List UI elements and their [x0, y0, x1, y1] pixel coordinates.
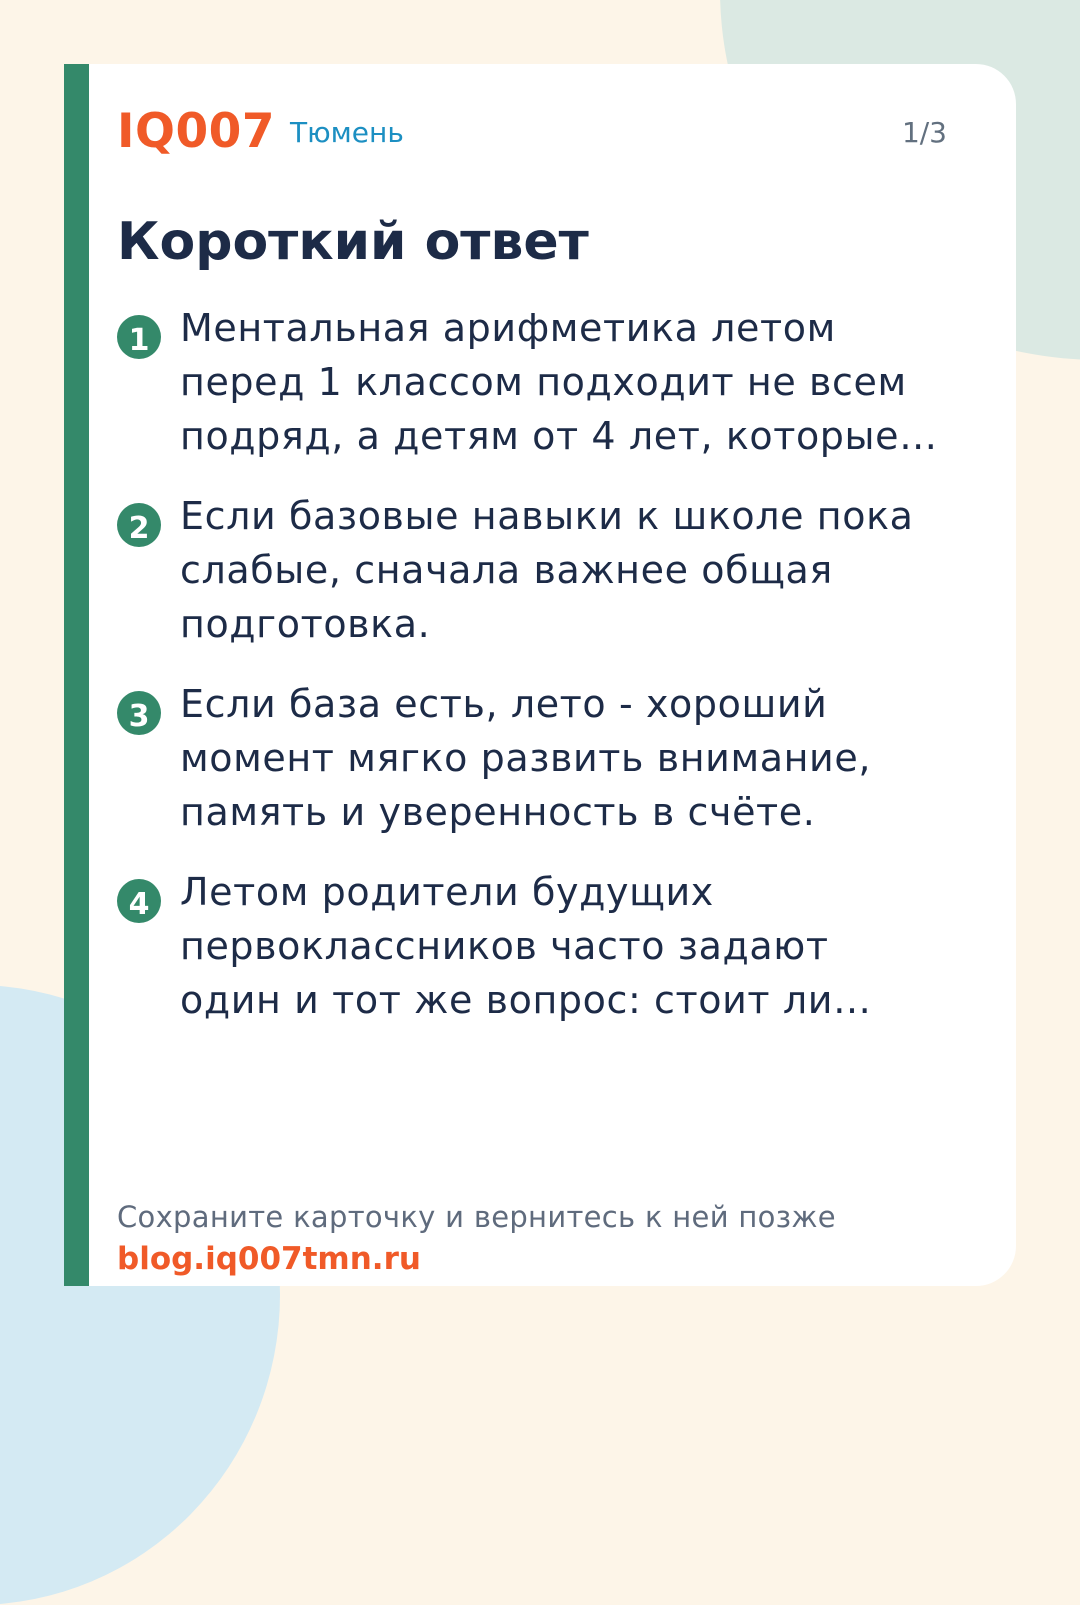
item-text: Летом родители будущих первоклассников часто задают один и тот же вопрос: стоит ли…: [180, 870, 872, 1022]
item-text: Если база есть, лето - хороший момент мягко развить внимание, память и уверенность в счёте.: [180, 682, 871, 834]
brand-logo: IQ007: [117, 104, 276, 159]
list-item: [117, 677, 997, 865]
answer-list: [117, 301, 997, 1053]
list-item: [117, 865, 997, 1053]
card-accent-bar: [64, 64, 89, 1286]
item-text: Если базовые навыки к школе пока слабые, сначала важнее общая подготовка.: [180, 494, 914, 646]
item-number-badge: 2: [117, 503, 161, 547]
item-number-badge: 3: [117, 691, 161, 735]
item-number-badge: 1: [117, 315, 161, 359]
answer-card: [64, 64, 1016, 1286]
item-number-badge: 4: [117, 879, 161, 923]
save-card-note: Сохраните карточку и вернитесь к ней позже: [117, 1200, 836, 1234]
list-item: [117, 301, 997, 489]
blog-link[interactable]: blog.iq007tmn.ru: [117, 1241, 421, 1277]
city-label: Тюмень: [290, 116, 404, 149]
item-text: Ментальная арифметика летом перед 1 классом подходит не всем подряд, а детям от 4 лет, которые…: [180, 306, 938, 458]
page-counter: 1/3: [901, 116, 947, 149]
list-item: [117, 489, 997, 677]
card-title: Короткий ответ: [117, 212, 589, 272]
